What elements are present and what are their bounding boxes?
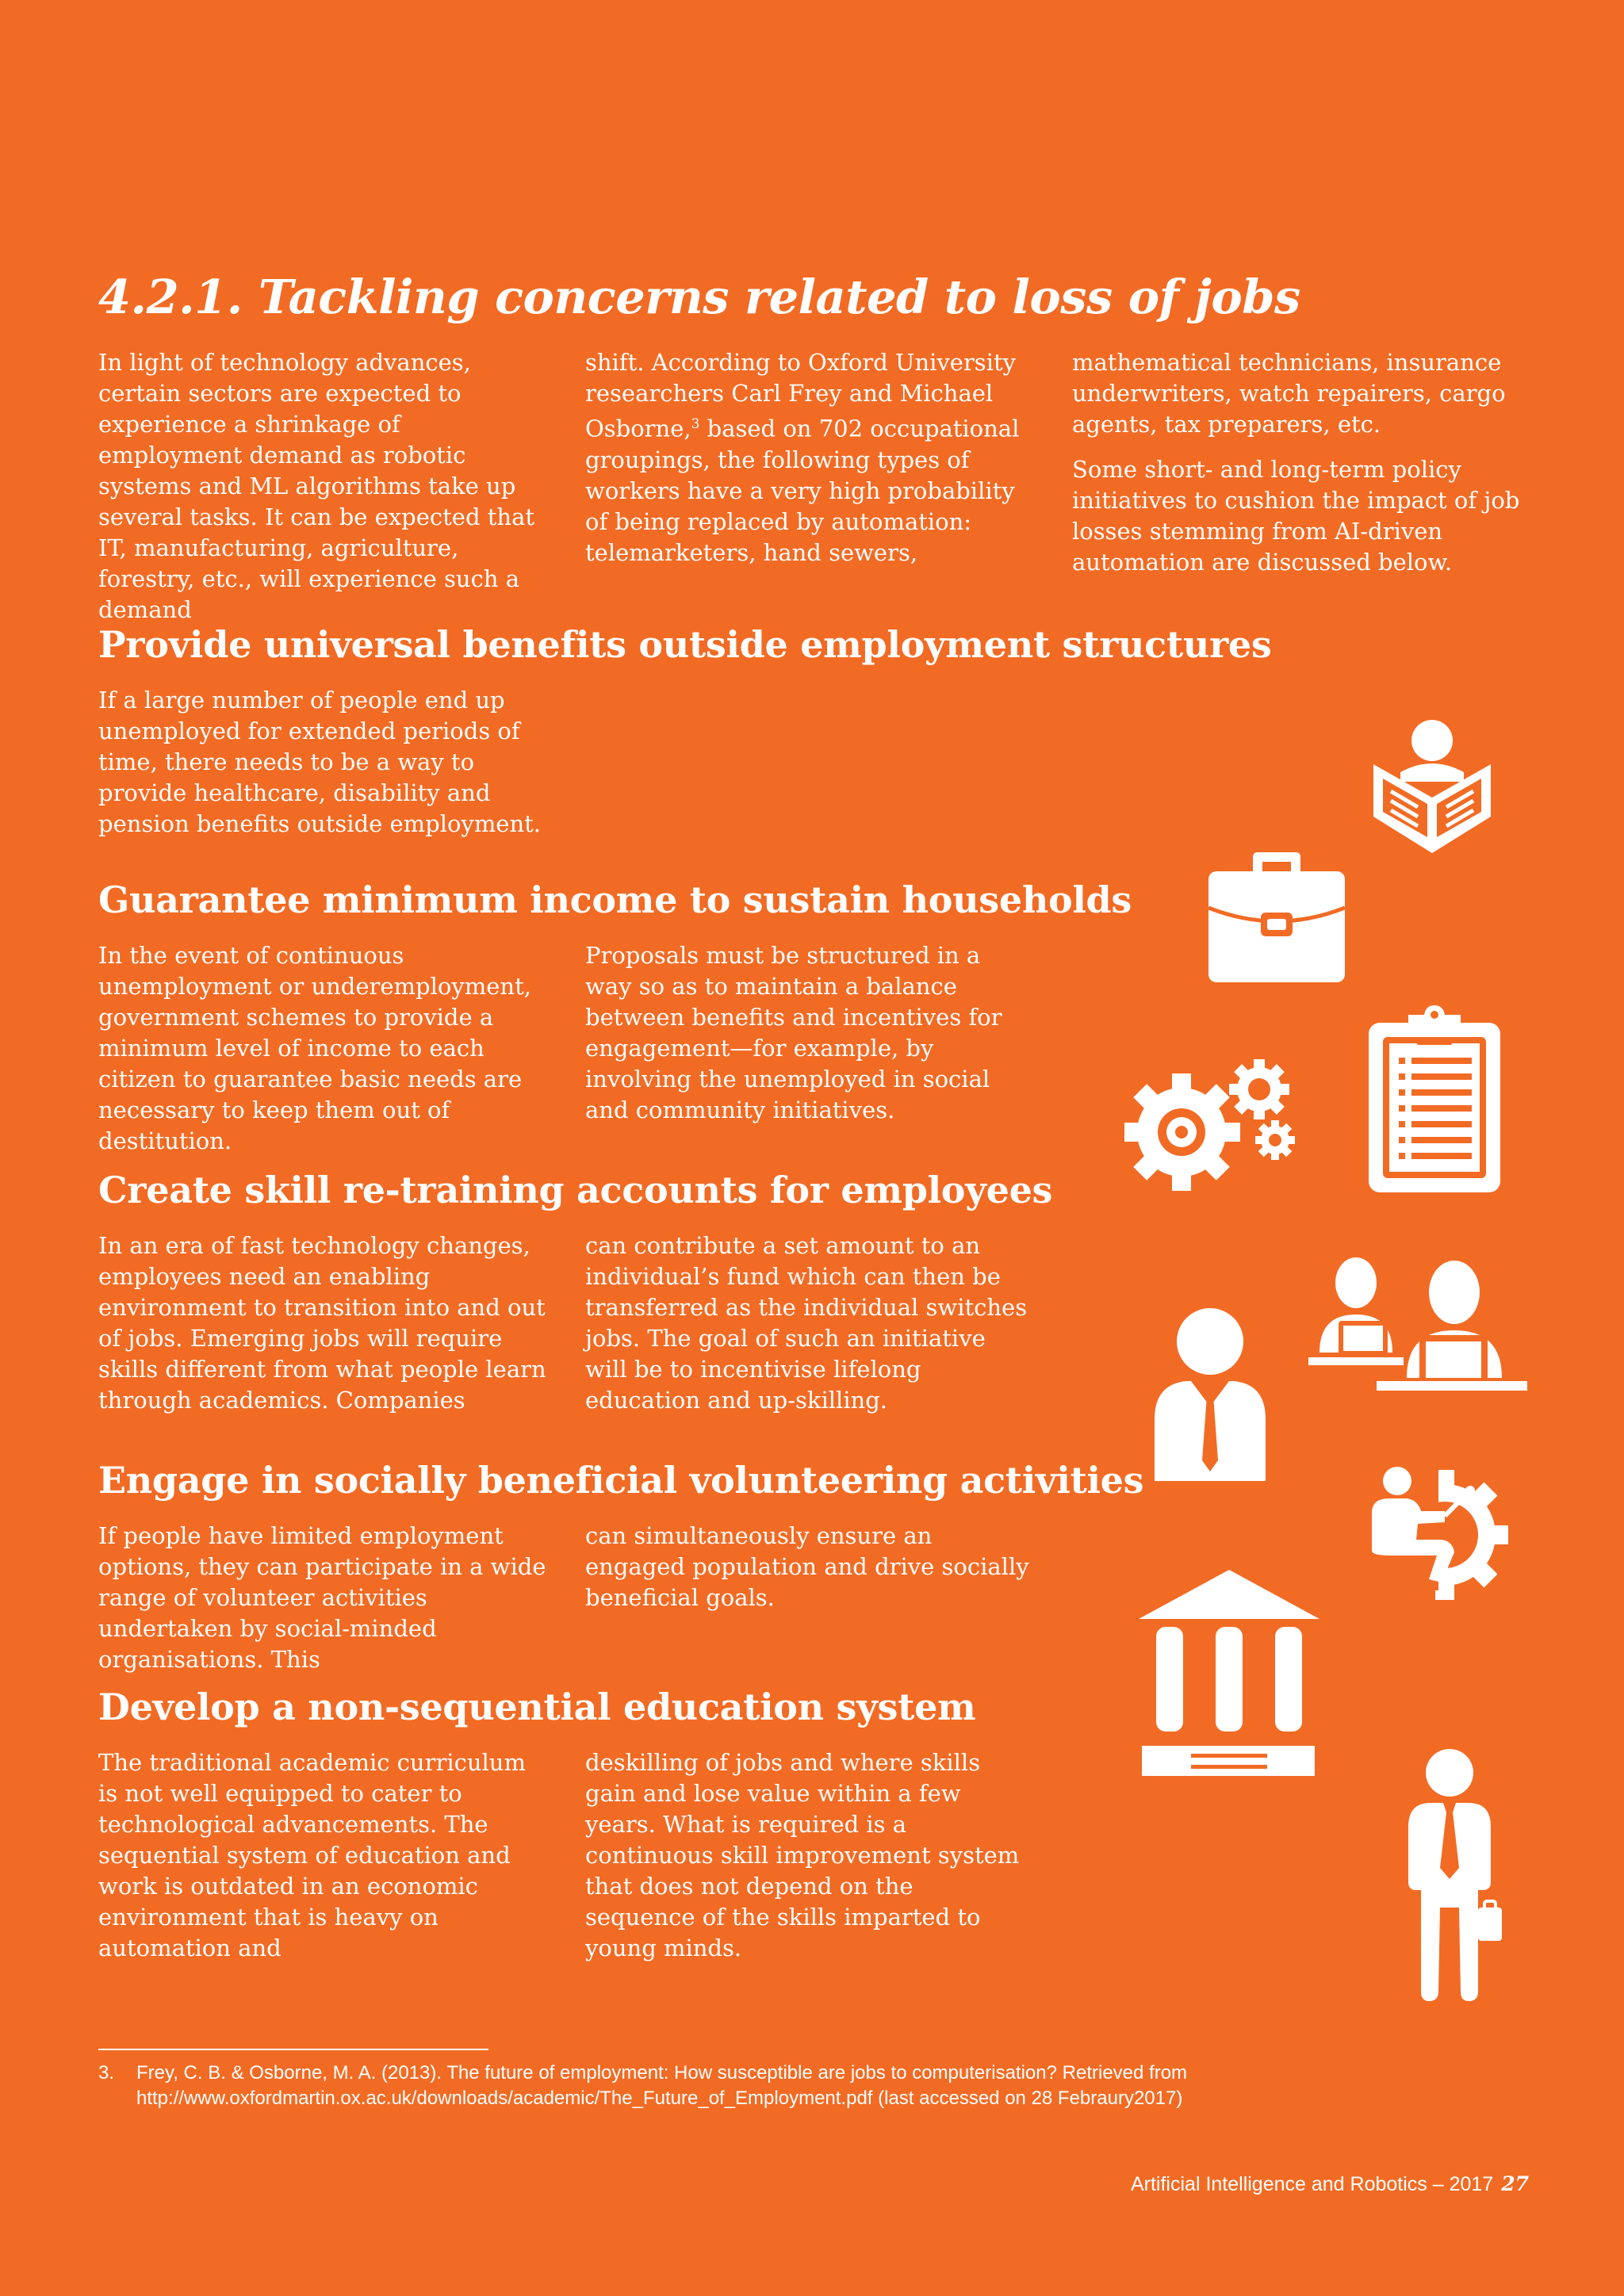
page-number: 27 [1501, 2172, 1529, 2195]
section-4-column-2 [585, 1521, 1029, 1628]
intro-paragraph-3: mathematical technicians, insurance underwriters, watch repairers, cargo agents, tax preparers, etc. [1072, 349, 1506, 438]
footnote [98, 2061, 1446, 2111]
intro-paragraph-2 [585, 347, 1037, 568]
section-4-paragraph-1: If people have limited employment options, they can participate in a wide range of volunteer activities undertaken by social-minded organisations. This [98, 1522, 546, 1673]
section-1-paragraph: If a large number of people end up unemployed for extended periods of time, there needs to be a way to provide healthcare, disability and pension benefits outside employment. [98, 687, 542, 837]
intro-column-2 [585, 347, 1037, 583]
section-2-paragraph-2: Proposals must be structured in a way so as to maintain a balance between benefits and incentives for engagement—for example, by involving the unemployed in social and community initiatives. [585, 942, 1002, 1123]
section-1-column-1 [98, 685, 550, 854]
section-4-column-1 [98, 1521, 550, 1689]
section-5-paragraph-2: deskilling of jobs and where skills gain and lose value within a few years. What is required is a continuous skill improvement system that does not depend on the sequence of the skills imparted to young minds. [585, 1749, 1020, 1961]
footnote-text [136, 2061, 1446, 2111]
reader-icon [1369, 718, 1496, 858]
intro-column-1 [98, 347, 550, 640]
section-2-column-2 [585, 940, 1029, 1140]
intro-paragraph-1: In light of technology advances, certain sectors are expected to experience a shrinkage of employment demand as robotic systems and ML algorithms take up several tasks. It can be expected that IT, manufacturing, agriculture, forestry, etc., will experience such a demand [98, 349, 535, 623]
section-3-column-2 [585, 1230, 1029, 1430]
businessman-icon [1155, 1308, 1266, 1481]
intro-text-before-citation: shift. According to Oxford University researchers Carl Frey and Michael Osborne, [585, 349, 1016, 442]
section-3-paragraph-1: In an era of fast technology changes, employees need an enabling environment to transition into and out of jobs. Emerging jobs will require skills different from what people learn through academics. Companies [98, 1232, 546, 1414]
intro-column-3 [1072, 347, 1524, 592]
section-2-column-1 [98, 940, 550, 1171]
footnote-number: 3. [98, 2062, 115, 2084]
page-footer [1131, 2172, 1529, 2196]
intro-text-after-citation: based on 702 occupational groupings, the following types of workers have a very high probability of being replaced by automation: telemarketers, hand sewers, [585, 415, 1020, 566]
section-5-column-2 [585, 1747, 1029, 1978]
briefcase-icon [1208, 852, 1345, 982]
section-title-volunteering: Engage in socially beneficial volunteering activities [98, 1459, 1144, 1502]
section-3-column-1 [98, 1230, 550, 1430]
people-laptops-icon [1308, 1254, 1527, 1391]
section-3-paragraph-2: can contribute a set amount to an individual’s fund which can then be transferred as the individual switches jobs. The goal of such an initiative will be to incentivise lifelong education and up-skilling. [585, 1232, 1028, 1414]
worker-gear-icon [1365, 1464, 1508, 1606]
footnote-reference[interactable]: 3 [691, 416, 700, 432]
gears-icon [1124, 1058, 1299, 1192]
section-4-paragraph-2: can simultaneously ensure an engaged population and drive socially beneficial goals. [585, 1522, 1029, 1611]
section-title-skill-retraining: Create skill re-training accounts for employees [98, 1169, 1053, 1211]
footnote-line-2[interactable]: http://www.oxfordmartin.ox.ac.uk/downloads/academic/The_Future_of_Employment.pdf (last accessed on 28 Febraury2017) [136, 2087, 1183, 2109]
clipboard-icon [1369, 1005, 1500, 1192]
intro-paragraph-4: Some short- and long-term policy initiatives to cushion the impact of job losses stemming from AI-driven automation are discussed below. [1072, 456, 1520, 576]
section-title-universal-benefits: Provide universal benefits outside employment structures [98, 623, 1272, 666]
section-2-paragraph-1: In the event of continuous unemployment or underemployment, government schemes to provide a minimum level of income to each citizen to guarantee basic needs are necessary to keep them out of destitution. [98, 942, 531, 1154]
publication-title: Artificial Intelligence and Robotics – 2017 [1130, 2173, 1494, 2195]
section-title-education-system: Develop a non-sequential education system [98, 1686, 976, 1728]
bank-icon [1139, 1570, 1320, 1779]
footnote-divider [98, 2049, 488, 2050]
footnote-line-1: Frey, C. B. & Osborne, M. A. (2013). The future of employment: How susceptible are jobs to computerisation? Retrieved from [136, 2062, 1188, 2084]
section-5-column-1 [98, 1747, 550, 1978]
standing-man-icon [1402, 1749, 1503, 2001]
section-5-paragraph-1: The traditional academic curriculum is not well equipped to cater to technological advancements. The sequential system of education and work is outdated in an economic environment that is heavy on automation and [98, 1749, 526, 1961]
page-title: 4.2.1. Tackling concerns related to loss of jobs [98, 270, 1300, 324]
section-title-minimum-income: Guarantee minimum income to sustain households [98, 878, 1132, 921]
